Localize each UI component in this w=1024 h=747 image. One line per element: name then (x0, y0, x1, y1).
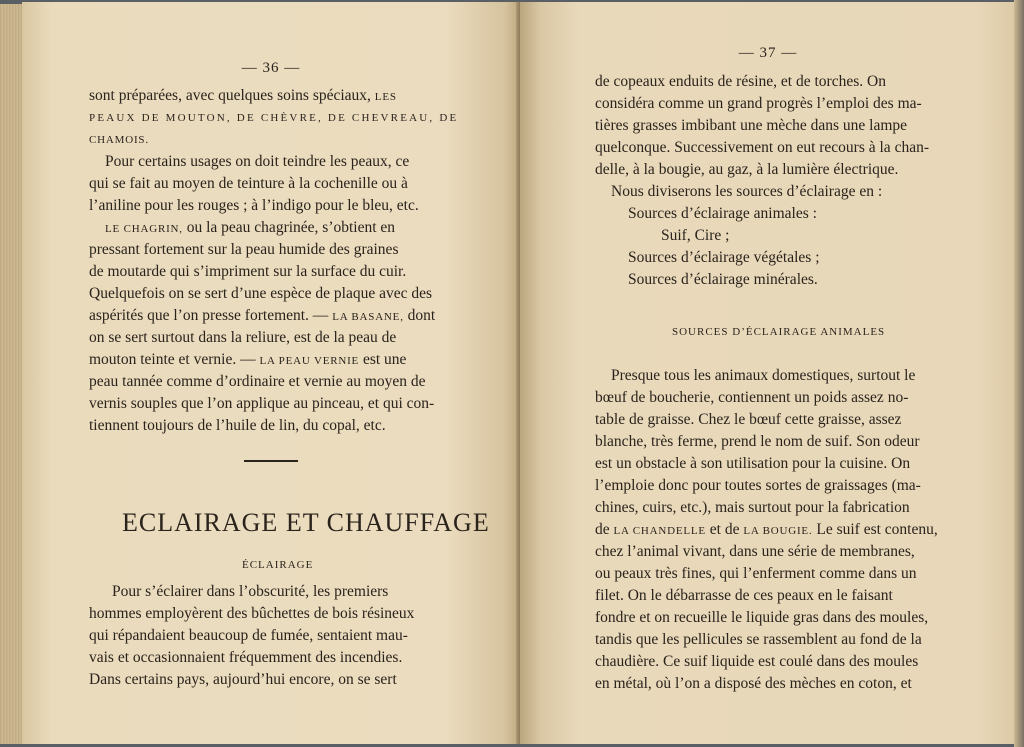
text-line: bœuf de boucherie, contiennent un poids assez no- (595, 389, 909, 406)
section-divider (244, 460, 298, 462)
text-line: vais et occasionnaient fréquemment des incendies. (89, 649, 403, 666)
list-item: Suif, Cire ; (661, 227, 730, 244)
text-line: Pour s’éclairer dans l’obscurité, les premiers (112, 583, 389, 600)
text-line: chines, cuirs, etc.), mais surtout pour la fabrication (595, 499, 910, 516)
text-line: sont préparées, avec quelques soins spéciaux, LES (89, 87, 397, 104)
section-heading: ÉCLAIRAGE (242, 559, 314, 571)
text-line: de moutarde qui s’impriment sur la surface du cuir. (89, 263, 407, 280)
page-number: — 36 — (241, 60, 301, 76)
text-line: pressant fortement sur la peau humide des graines (89, 241, 399, 258)
page-number: — 37 — (738, 45, 798, 61)
text-line: hommes employèrent des bûchettes de bois résineux (89, 605, 415, 622)
text-line: aspérités que l’on presse fortement. — LA BASANE, dont (89, 307, 436, 324)
list-item: Sources d’éclairage minérales. (628, 271, 818, 288)
text-line: l’aniline pour les rouges ; à l’indigo pour le bleu, etc. (89, 197, 419, 214)
text-line: l’emploie donc pour toutes sortes de graissages (ma- (595, 477, 921, 494)
text-line: tiennent toujours de l’huile de lin, du copal, etc. (89, 417, 386, 434)
text-line: chez l’animal vivant, dans une série de membranes, (595, 543, 915, 560)
text-line: filet. On le débarrasse de ces peaux en le faisant (595, 587, 893, 604)
text-line: LE CHAGRIN, ou la peau chagrinée, s’obtient en (105, 219, 396, 236)
text-line: qui répandaient beaucoup de fumée, sentaient mau- (89, 627, 408, 644)
left-page (22, 2, 520, 744)
text-line: peau tannée comme d’ordinaire et vernie au moyen de (89, 373, 426, 390)
list-item: Sources d’éclairage animales : (628, 205, 817, 222)
text-line: quelconque. Successivement on eut recours à la chan- (595, 139, 929, 156)
text-line: tandis que les pellicules se rassemblent au fond de la (595, 631, 922, 648)
right-page (520, 2, 1016, 744)
text-line: est un obstacle à son utilisation pour la cuisine. On (595, 455, 911, 472)
page-edge (1014, 0, 1024, 747)
text-line: considéra comme un grand progrès l’emploi des ma- (595, 95, 922, 112)
text-line: ou peaux très fines, qui l’enferment comme dans un (595, 565, 917, 582)
text-line: Nous diviserons les sources d’éclairage en : (611, 183, 883, 200)
text-line: tières grasses imbibant une mèche dans une lampe (595, 117, 908, 134)
text-line: Dans certains pays, aujourd’hui encore, on se sert (89, 671, 397, 688)
text-line: de LA CHANDELLE et de LA BOUGIE. Le suif est contenu, (595, 521, 938, 538)
list-item: Sources d’éclairage végétales ; (628, 249, 820, 266)
section-heading: SOURCES D’ÉCLAIRAGE ANIMALES (672, 326, 886, 338)
text-line: delle, à la bougie, au gaz, à la lumière électrique. (595, 161, 899, 178)
text-line: PEAUX DE MOUTON, DE CHÈVRE, DE CHEVREAU, DE (89, 112, 459, 124)
text-line: blanche, très ferme, prend le nom de suif. Son odeur (595, 433, 920, 450)
text-line: fondre et on recueille le liquide gras dans des moules, (595, 609, 929, 626)
text-line: on se sert surtout dans la reliure, est de la peau de (89, 329, 397, 346)
text-line: en métal, où l’on a disposé des mèches en coton, et (595, 675, 912, 692)
chapter-title: ECLAIRAGE ET CHAUFFAGE (122, 508, 490, 537)
text-line: Presque tous les animaux domestiques, surtout le (611, 367, 916, 384)
text-line: Pour certains usages on doit teindre les peaux, ce (105, 153, 410, 170)
text-line: mouton teinte et vernie. — LA PEAU VERNIE est une (89, 351, 407, 368)
text-line: vernis souples que l’on applique au pinceau, et qui con- (89, 395, 435, 412)
text-line: Quelquefois on se sert d’une espèce de plaque avec des (89, 285, 433, 302)
text-line: qui se fait au moyen de teinture à la cochenille ou à (89, 175, 408, 192)
text-line: CHAMOIS. (89, 134, 149, 146)
text-line: table de graisse. Chez le bœuf cette graisse, assez (595, 411, 902, 428)
text-line: de copeaux enduits de résine, et de torches. On (595, 73, 886, 90)
text-line: chaudière. Ce suif liquide est coulé dans des moules (595, 653, 919, 670)
